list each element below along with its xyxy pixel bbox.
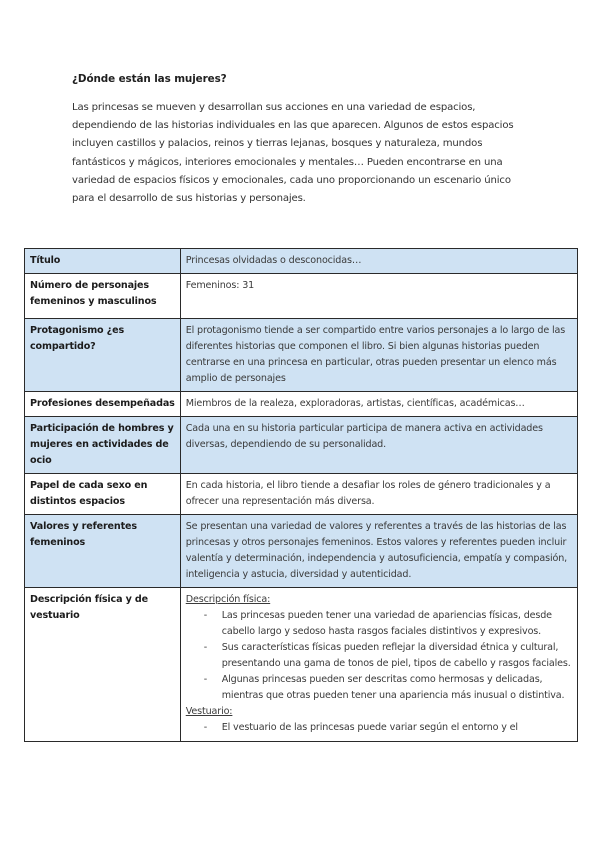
- clothing-list: [186, 720, 572, 736]
- row-label: Descripción física y de vestuario: [25, 588, 181, 742]
- row-label: Participación de hombres y mujeres en actividades de ocio: [25, 417, 181, 474]
- list-item: - El vestuario de las princesas puede variar según el entorno y el: [222, 720, 572, 736]
- physical-description-list: [186, 608, 572, 704]
- row-value: [180, 588, 577, 742]
- list-item: - Las princesas pueden tener una variedad de apariencias físicas, desde cabello largo y sedoso hasta rasgos faciales distintivos y expresivos.: [203, 610, 552, 637]
- table-row-protagonism: [25, 319, 578, 392]
- table-row-values: [25, 515, 578, 588]
- row-label: Valores y referentes femeninos: [25, 515, 181, 588]
- dash-bullet-icon: -: [203, 610, 208, 621]
- dash-bullet-icon: -: [203, 722, 208, 733]
- table-row-character-count: [25, 274, 578, 319]
- row-label: Título: [25, 249, 181, 274]
- section-heading: ¿Dónde están las mujeres?: [72, 73, 227, 85]
- list-item: - Sus características físicas pueden reflejar la diversidad étnica y cultural, presentando una gama de tonos de piel, tipos de cabello y rasgos faciales.: [203, 642, 571, 669]
- row-value: Cada una en su historia particular participa de manera activa en actividades diversas, dependiendo de su personalidad.: [180, 417, 577, 474]
- row-value: Princesas olvidadas o desconocidas…: [180, 249, 577, 274]
- row-value: Miembros de la realeza, exploradoras, artistas, científicas, académicas…: [180, 392, 577, 417]
- dash-bullet-icon: -: [203, 674, 208, 685]
- row-value: En cada historia, el libro tiende a desafiar los roles de género tradicionales y a ofrecer una representación más diversa.: [180, 474, 577, 515]
- list-item: - Algunas princesas pueden ser descritas como hermosas y delicadas, mientras que otras pueden tener una apariencia más inusual o distintiva.: [203, 674, 565, 701]
- dash-bullet-icon: -: [203, 642, 208, 653]
- table-row-physical-description: [25, 588, 578, 742]
- table-row-title: [25, 249, 578, 274]
- table-row-leisure: [25, 417, 578, 474]
- intro-paragraph: Las princesas se mueven y desarrollan sus acciones en una variedad de espacios, dependiendo de las historias individuales en las que aparecen. Algunos de estos espacios incluyen castillos y palacios, reinos y tierras lejanas, bosques y naturaleza, mundos fantásticos y mágicos, interiores emocionales y mentales… Pueden encontrarse en una variedad de espacios físicos y emocionales, cada uno proporcionando un escenario único para el desarrollo de sus historias y personajes.: [72, 102, 514, 205]
- row-value: El protagonismo tiende a ser compartido entre varios personajes a lo largo de las diferentes historias que componen el libro. Si bien algunas historias pueden centrarse en una princesa en particular, otras pueden presentar un elenco más amplio de personajes: [180, 319, 577, 392]
- row-value: Femeninos: 31: [180, 274, 577, 319]
- table-row-gender-roles: [25, 474, 578, 515]
- row-label: Número de personajes femeninos y masculinos: [25, 274, 181, 319]
- analysis-table: [24, 248, 578, 742]
- row-value: Se presentan una variedad de valores y referentes a través de las historias de las princesas y otros personajes femeninos. Estos valores y referentes pueden incluir valentía y determinación, independencia y autosuficiencia, empatía y compasión, inteligencia y astucia, diversidad y autenticidad.: [180, 515, 577, 588]
- clothing-heading: Vestuario:: [185, 706, 233, 717]
- row-label: Papel de cada sexo en distintos espacios: [25, 474, 181, 515]
- row-label: Protagonismo ¿es compartido?: [25, 319, 181, 392]
- intro-paragraph-container: [72, 99, 532, 208]
- physical-description-heading: Descripción física:: [185, 594, 271, 605]
- table-row-professions: [25, 392, 578, 417]
- row-label: Profesiones desempeñadas: [25, 392, 181, 417]
